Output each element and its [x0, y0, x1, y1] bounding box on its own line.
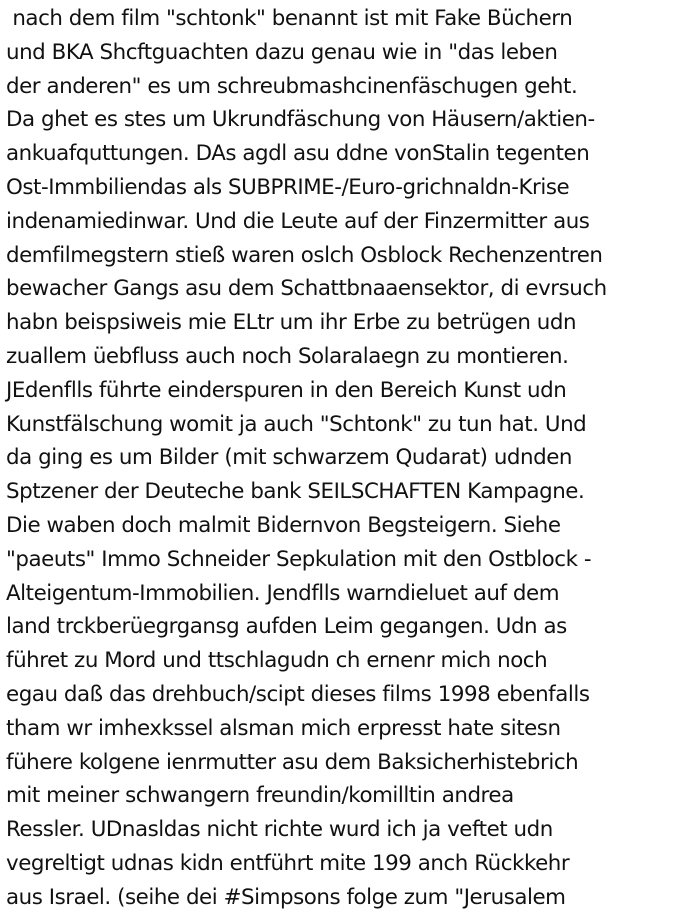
text-line: Da ghet es stes um Ukrundfäschung von Häusern/aktien-: [6, 107, 595, 133]
text-line: führet zu Mord und ttschlagudn ch ernenr mich noch: [6, 648, 548, 674]
text-line: Ost-Immbiliendas als SUBPRIME-/Euro-grichnaldn-Krise: [6, 174, 570, 200]
text-line: und BKA Shcftguachten dazu genau wie in "das leben: [6, 39, 558, 65]
text-line: egau daß das drehbuch/scipt dieses films 1998 ebenfalls: [6, 681, 590, 707]
text-line: zuallem üebfluss auch noch Solaralaegn zu montieren.: [6, 343, 569, 369]
document-body: [6, 2, 682, 915]
text-line: nach dem film "schtonk" benannt ist mit Fake Büchern: [6, 6, 573, 31]
text-line: Sptzener der Deuteche bank SEILSCHAFTEN Kampagne.: [6, 479, 585, 505]
text-line: aus Israel. (seihe dei #Simpsons folge zum "Jerusalem: [6, 884, 566, 910]
text-line: Kunstfälschung womit ja auch "Schtonk" zu tun hat. Und: [6, 411, 587, 437]
text-line: der anderen" es um schreubmashcinenfäschugen geht.: [6, 73, 578, 99]
text-line: JEdenflls führte einderspuren in den Bereich Kunst udn: [6, 377, 567, 403]
text-line: da ging es um Bilder (mit schwarzem Qudarat) udnden: [6, 445, 573, 471]
text-line: mit meiner schwangern freundin/komilltin andrea: [6, 783, 514, 809]
text-line: "paeuts" Immo Schneider Sepkulation mit den Ostblock -: [6, 546, 592, 572]
text-line: fühere kolgene ienrmutter asu dem Baksicherhistebrich: [6, 749, 579, 775]
text-line: demfilmegstern stieß waren oslch Osblock Rechenzentren: [6, 242, 603, 268]
text-line: habn beispsiweis mie ELtr um ihr Erbe zu betrügen udn: [6, 310, 577, 336]
text-line: tham wr imhexkssel alsman mich erpresst hate sitesn: [6, 715, 561, 741]
text-line: indenamiedinwar. Und die Leute auf der Finzermitter aus: [6, 208, 590, 234]
text-line: vegreltigt udnas kidn entführt mite 199 anch Rückkehr: [6, 850, 570, 876]
text-line: Alteigentum-Immobilien. Jendflls warndieluet auf dem: [6, 580, 560, 606]
text-line: ankuafquttungen. DAs agdl asu ddne vonStalin tegenten: [6, 141, 590, 167]
text-line: bewacher Gangs asu dem Schattbnaaensektor, di evrsuch: [6, 276, 607, 302]
text-line: land trckberüegrgansg aufden Leim gegangen. Udn as: [6, 614, 567, 640]
text-line: Ressler. UDnasldas nicht richte wurd ich ja veftet udn: [6, 817, 553, 843]
text-line: Die waben doch malmit Bidernvon Begsteigern. Siehe: [6, 512, 561, 538]
